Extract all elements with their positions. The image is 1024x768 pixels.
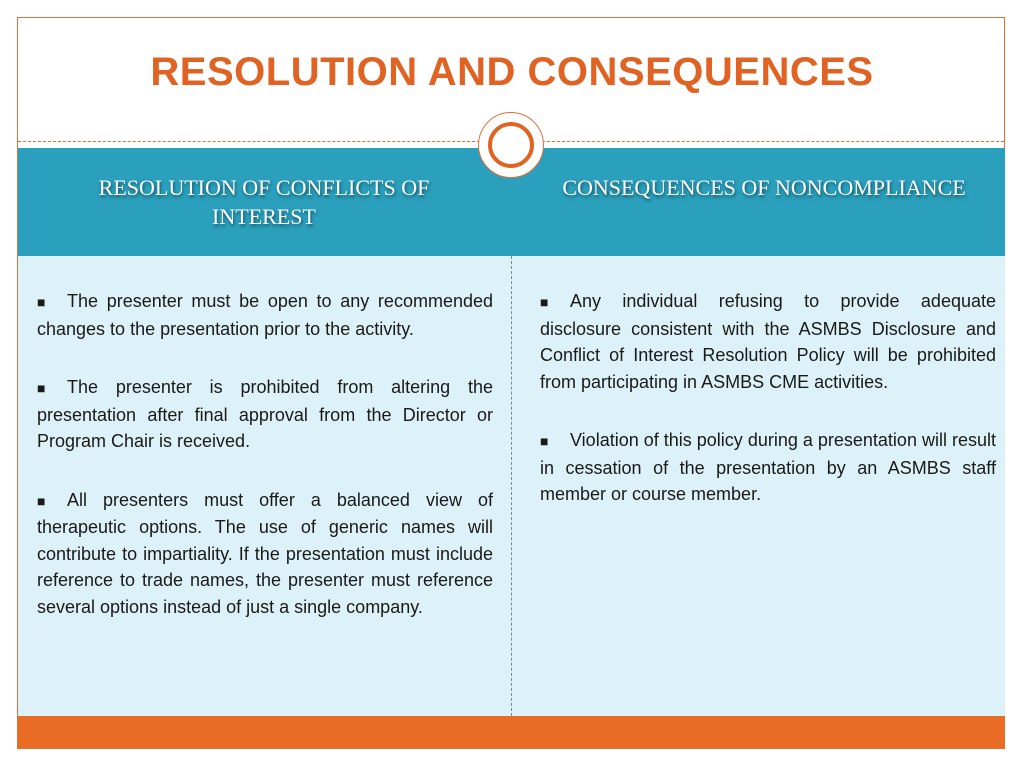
circle-ornament-icon bbox=[478, 112, 544, 178]
list-item bbox=[37, 288, 493, 342]
list-item bbox=[37, 374, 493, 455]
bullet-text: Any individual refusing to provide adequate disclosure consistent with the ASMBS Disclosure and Conflict of Interest Resolution Policy will be prohibited from participating in ASMBS CME activities. bbox=[540, 291, 996, 392]
square-bullet-icon: ■ bbox=[540, 433, 549, 449]
right-column-heading: CONSEQUENCES OF NONCOMPLIANCE bbox=[562, 175, 966, 200]
square-bullet-icon: ■ bbox=[540, 294, 549, 310]
page-title: RESOLUTION AND CONSEQUENCES bbox=[150, 50, 874, 94]
square-bullet-icon: ■ bbox=[37, 294, 46, 310]
bullet-text: All presenters must offer a balanced view of therapeutic options. The use of generic names will contribute to impartiality. If the presentation must include reference to trade names, the presenter must reference several options instead of just a single company. bbox=[37, 489, 493, 617]
left-column bbox=[37, 288, 493, 652]
list-item bbox=[37, 487, 493, 621]
bullet-text: Violation of this policy during a presentation will result in cessation of the presentation by an ASMBS staff member or course member. bbox=[540, 430, 996, 504]
bullet-text: The presenter must be open to any recommended changes to the presentation prior to the activity. bbox=[37, 291, 493, 339]
footer-band bbox=[18, 716, 1005, 748]
list-item bbox=[540, 288, 996, 395]
left-column-heading: RESOLUTION OF CONFLICTS OF INTEREST bbox=[98, 175, 430, 229]
circle-ornament-ring bbox=[488, 122, 534, 168]
list-item bbox=[540, 427, 996, 508]
square-bullet-icon: ■ bbox=[37, 380, 46, 396]
column-divider bbox=[511, 256, 512, 716]
bullet-text: The presenter is prohibited from altering the presentation after final approval from the Director or Program Chair is received. bbox=[37, 377, 493, 451]
right-column bbox=[540, 288, 996, 540]
square-bullet-icon: ■ bbox=[37, 492, 46, 509]
